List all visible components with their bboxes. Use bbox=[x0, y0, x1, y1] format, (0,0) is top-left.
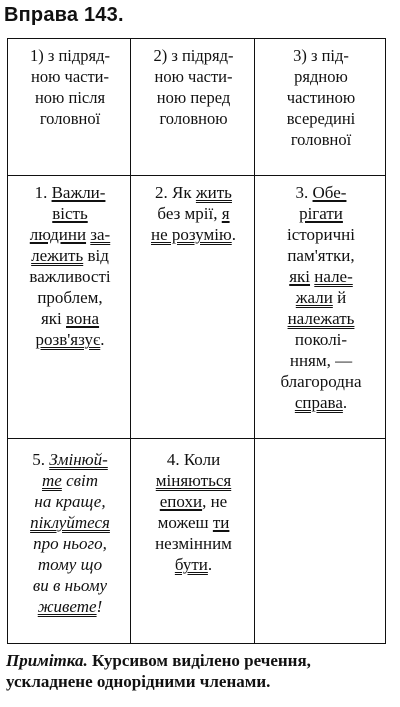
sentence-text: тому що bbox=[37, 555, 103, 574]
subject-word: вона bbox=[66, 309, 100, 328]
predicate-word: бути bbox=[174, 555, 208, 574]
predicate-word: те bbox=[41, 471, 62, 490]
sentence-3-cell bbox=[255, 176, 386, 439]
subject-word: людини bbox=[29, 225, 87, 244]
header-cell-1 bbox=[8, 39, 131, 176]
header-2-line: 2) з підряд- bbox=[153, 46, 234, 65]
sentence-text: важливості bbox=[29, 267, 111, 286]
sentence-text: 3. bbox=[295, 183, 313, 202]
note-label: Примітка. bbox=[6, 651, 88, 670]
sentence-text: можеш bbox=[157, 513, 213, 532]
header-3-line: частиною bbox=[286, 88, 356, 107]
sentence-text: , не bbox=[202, 492, 228, 511]
predicate-word: жали bbox=[295, 288, 333, 307]
sentence-5-cell bbox=[8, 439, 131, 644]
predicate-word: розв'язує bbox=[35, 330, 101, 349]
header-1-line: ною части- bbox=[30, 67, 109, 86]
sentence-5-number: 5. bbox=[32, 450, 50, 469]
predicate-word: піклуйтеся bbox=[30, 513, 110, 532]
sentence-text: й bbox=[332, 288, 347, 307]
header-1-line: ною після bbox=[34, 88, 106, 107]
header-2-line: ною перед bbox=[156, 88, 231, 107]
header-cell-2 bbox=[131, 39, 255, 176]
sentence-text: проблем, bbox=[37, 288, 103, 307]
subject-word: вість bbox=[52, 204, 88, 223]
subject-word: рігати bbox=[299, 204, 343, 223]
subject-word: я bbox=[221, 204, 230, 223]
subject-word: ти bbox=[212, 513, 230, 532]
punctuation: ! bbox=[96, 597, 103, 616]
predicate-word: за- bbox=[90, 225, 111, 244]
header-3-line: 3) з під- bbox=[293, 46, 349, 65]
examples-row-2 bbox=[8, 439, 386, 644]
punctuation: . bbox=[231, 225, 236, 244]
header-2-line: ною части- bbox=[154, 67, 233, 86]
sentence-1-cell bbox=[8, 176, 131, 439]
header-1-line: головної bbox=[39, 109, 101, 128]
sentence-text: які bbox=[40, 309, 66, 328]
punctuation: . bbox=[342, 393, 348, 412]
header-row bbox=[8, 39, 386, 176]
predicate-word: живете bbox=[37, 597, 97, 616]
sentence-text: 4. Коли bbox=[166, 450, 221, 469]
subject-word: які bbox=[289, 267, 311, 286]
subject-word: епохи bbox=[159, 492, 203, 511]
punctuation: . bbox=[207, 555, 213, 574]
examples-row-1 bbox=[8, 176, 386, 439]
sentence-text: від bbox=[83, 246, 109, 265]
sentence-text: на краще, bbox=[34, 492, 106, 511]
sentence-text: без мрії, bbox=[157, 204, 222, 223]
punctuation: . bbox=[100, 330, 105, 349]
predicate-word: жить bbox=[195, 183, 232, 202]
exercise-title: Вправа 143. bbox=[4, 4, 124, 26]
predicate-word: нале- bbox=[314, 267, 353, 286]
header-cell-3 bbox=[255, 39, 386, 176]
sentence-text: 2. Як bbox=[155, 183, 196, 202]
sentence-1-number: 1. bbox=[34, 183, 52, 202]
exercise-table bbox=[7, 38, 386, 644]
sentence-text: ви в ньому bbox=[32, 576, 108, 595]
note-text: Курсивом виділено речення, ускладнене однорідними членами. bbox=[6, 651, 311, 691]
sentence-text: нням, — bbox=[289, 351, 353, 370]
empty-cell bbox=[255, 439, 386, 644]
sentence-text: історичні bbox=[287, 225, 355, 244]
predicate-word: належать bbox=[287, 309, 355, 328]
subject-word: Важли- bbox=[51, 183, 106, 202]
sentence-text: поколі- bbox=[294, 330, 348, 349]
sentence-text: незмінним bbox=[155, 534, 232, 553]
sentence-text: про нього, bbox=[33, 534, 107, 553]
predicate-word: Змінюй- bbox=[49, 450, 108, 469]
sentence-4-cell bbox=[131, 439, 255, 644]
predicate-word: міняються bbox=[155, 471, 232, 490]
note bbox=[6, 650, 394, 692]
header-3-line: головної bbox=[290, 130, 352, 149]
sentence-text: світ bbox=[61, 471, 98, 490]
predicate-word: справа bbox=[294, 393, 343, 412]
sentence-text: пам'ятки, bbox=[287, 246, 355, 265]
header-2-line: головною bbox=[159, 109, 228, 128]
header-3-line: всередині bbox=[286, 109, 356, 128]
subject-word: Обе- bbox=[312, 183, 347, 202]
sentence-text: благородна bbox=[280, 372, 362, 391]
header-3-line: рядною bbox=[294, 67, 348, 86]
predicate-word: лежить bbox=[31, 246, 84, 265]
predicate-word: не розумію bbox=[151, 225, 232, 244]
header-1-line: 1) з підряд- bbox=[29, 46, 111, 65]
sentence-2-cell bbox=[131, 176, 255, 439]
